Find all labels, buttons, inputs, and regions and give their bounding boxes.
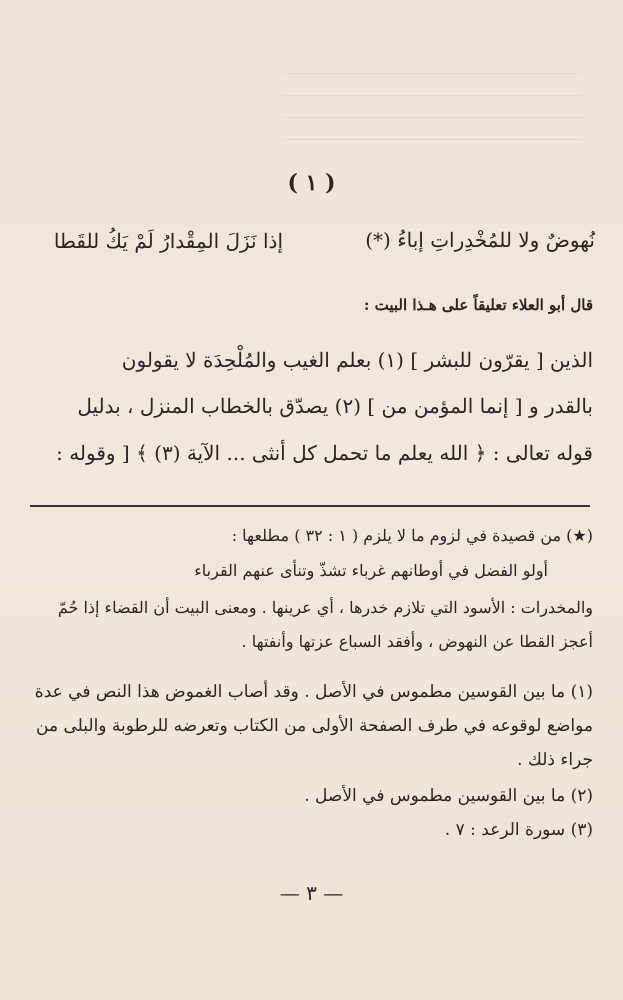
commentary-line-1: الذين [ يقرّون للبشر ] (١) بعلم الغيب والمُلْحِدَة لا يقولون [121,348,593,372]
verse-second-hemistich: نُهوضٌ ولا للمُخْدِراتِ إباءُ (*) [365,228,595,252]
poem-number: ( ١ ) [287,170,336,196]
page-number: — ٣ — [279,881,344,905]
footnote-separator [30,505,590,507]
note-star-line-3: والمخدرات : الأسود التي تلازم خدرها ، أي عرينها . ومعنى البيت أن القضاء إذا حُمّ [57,598,593,617]
note-star-verse: أولو الفضل في أوطانهم غرباء تشذّ وتنأى عنهم القرباء [194,561,548,580]
verse-first-hemistich: إذا نَزَلَ المِقْدارُ لَمْ يَكُ للقَطا [53,229,283,253]
commentary-line-3: قوله تعالى : ﴿ الله يعلم ما تحمل كل أنثى ... الآية (٣) ﴾ [ وقوله : [56,441,593,465]
bleed-through-texture [283,70,583,140]
footnote-1-line-1: (١) ما بين القوسين مطموس في الأصل . وقد أصاب الغموض هذا النص في عدة [34,682,593,702]
footnote-1-line-3: جراء ذلك . [517,750,593,770]
note-star-line-1: (★) من قصيدة في لزوم ما لا يلزم ( ١ : ٣٢ ) مطلعها : [231,526,593,545]
footnote-1-line-2: مواضع لوقوعه في طرف الصفحة الأولى من الكتاب وتعرضه للرطوبة والبلى من [36,716,593,736]
footnote-3: (٣) سورة الرعد : ٧ . [444,820,593,840]
commentary-intro: قال أبو العلاء تعليقاً على هـذا البيت : [363,296,593,314]
commentary-line-2: بالقدر و [ إنما المؤمن من ] (٢) يصدّق بالخطاب المنزل ، بدليل [77,394,593,418]
note-star-line-4: أعجز القطا عن النهوض ، وأفقد السباع عزتها وأنفتها . [241,632,593,651]
footnote-2: (٢) ما بين القوسين مطموس في الأصل . [304,786,593,806]
